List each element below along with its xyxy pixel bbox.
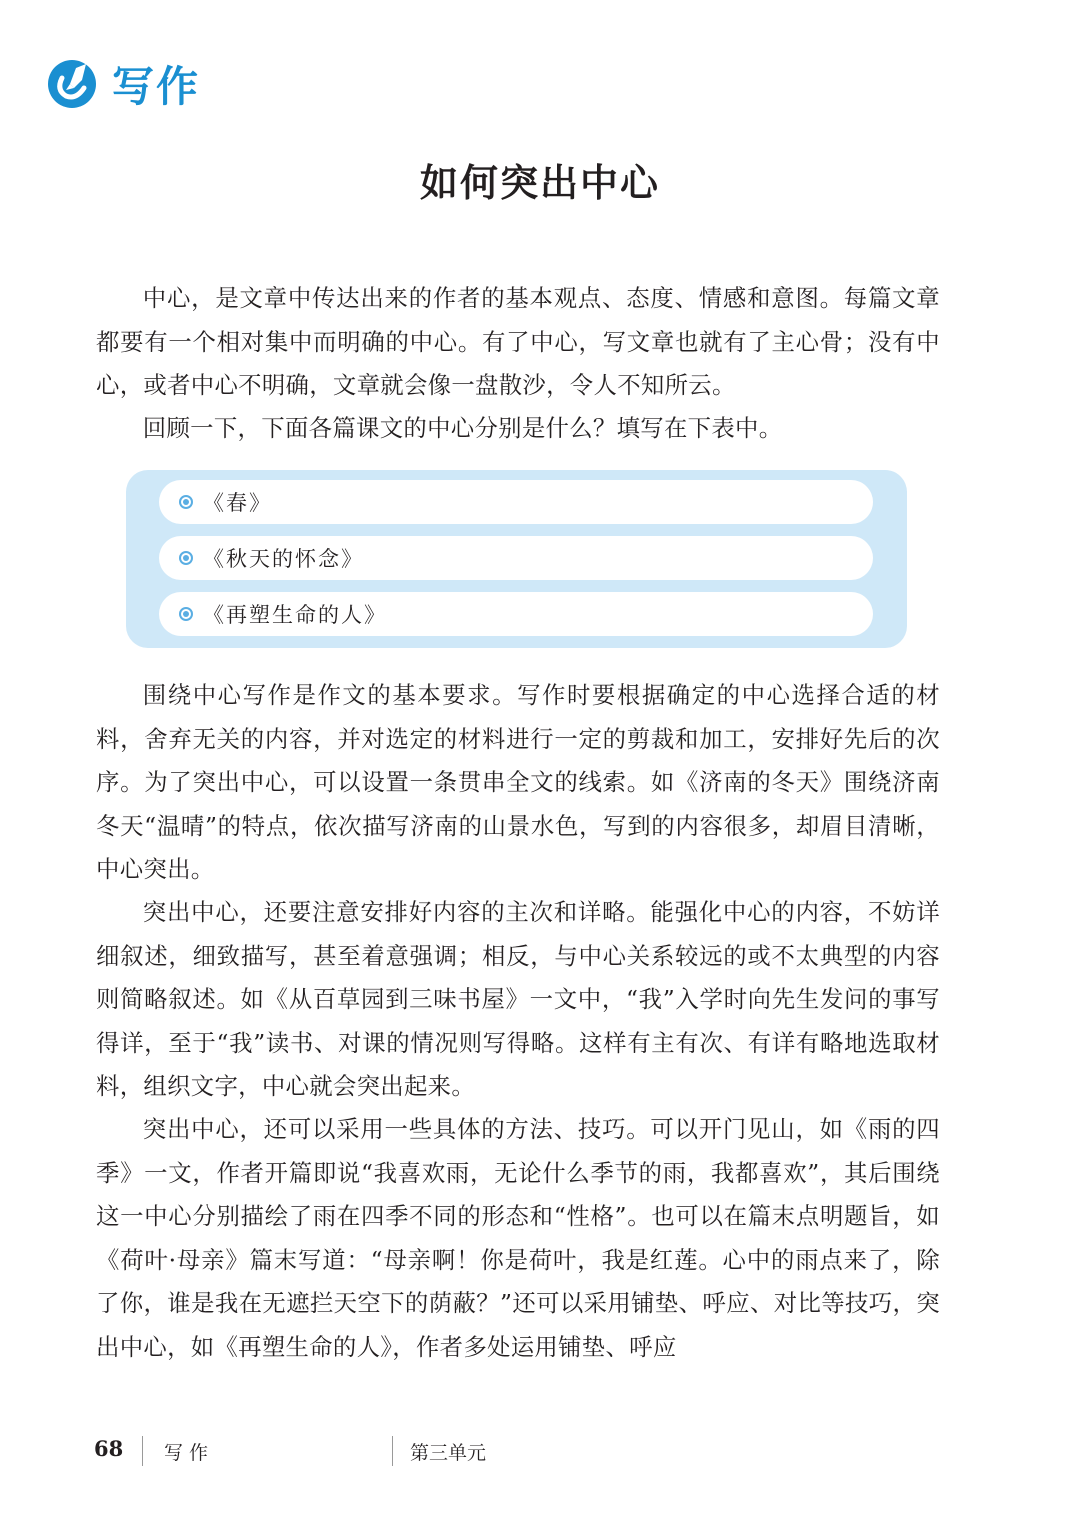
- exercise-item[interactable]: [159, 536, 873, 580]
- body-paragraph: 中心，是文章中传达出来的作者的基本观点、态度、情感和意图。每篇文章都要有一个相对集中而明确的中心。有了中心，写文章也就有了主心骨；没有中心，或者中心不明确，文章就会像一盘散沙，令人不知所云。: [96, 284, 940, 399]
- circle-bullet-icon: [179, 495, 193, 509]
- circle-bullet-icon: [179, 551, 193, 565]
- exercise-item[interactable]: [159, 480, 873, 524]
- section-header: [46, 56, 200, 112]
- exercise-item-label: 《再塑生命的人》: [203, 603, 387, 627]
- exercise-card: [126, 470, 907, 648]
- section-label: 写作: [112, 62, 201, 111]
- exercise-item[interactable]: [159, 592, 873, 636]
- page-title: 如何突出中心: [419, 160, 660, 205]
- body-paragraph: 突出中心，还要注意安排好内容的主次和详略。能强化中心的内容，不妨详细叙述，细致描写，甚至着意强调；相反，与中心关系较远的或不太典型的内容则简略叙述。如《从百草园到三味书屋》一文中，“我”入学时向先生发问的事写得详，至于“我”读书、对课的情况则写得略。这样有主有次、有详有略地选取材料，组织文字，中心就会突出起来。: [96, 898, 940, 1100]
- footer-unit: 第三单元: [410, 1442, 487, 1464]
- page-number: 68: [94, 1436, 124, 1461]
- page-footer: [0, 1432, 1080, 1468]
- exercise-item-label: 《秋天的怀念》: [203, 547, 364, 571]
- footer-divider: [142, 1436, 143, 1466]
- body-paragraph: 围绕中心写作是作文的基本要求。写作时要根据确定的中心选择合适的材料，舍弃无关的内容，并对选定的材料进行一定的剪裁和加工，安排好先后的次序。为了突出中心，可以设置一条贯串全文的线索。如《济南的冬天》围绕济南冬天“温晴”的特点，依次描写济南的山景水色，写到的内容很多，却眉目清晰，中心突出。: [96, 681, 940, 883]
- body-paragraph: 回顾一下，下面各篇课文的中心分别是什么？填写在下表中。: [142, 414, 783, 442]
- footer-section: 写作: [164, 1442, 215, 1464]
- circle-bullet-icon: [179, 607, 193, 621]
- footer-divider: [392, 1436, 393, 1466]
- pen-circle-icon: [46, 58, 98, 110]
- exercise-item-label: 《春》: [203, 491, 272, 515]
- body-paragraph: 突出中心，还可以采用一些具体的方法、技巧。可以开门见山，如《雨的四季》一文，作者开篇即说“我喜欢雨，无论什么季节的雨，我都喜欢”，其后围绕这一中心分别描绘了雨在四季不同的形态和“性格”。也可以在篇末点明题旨，如《荷叶·母亲》篇末写道：“母亲啊！你是荷叶，我是红莲。心中的雨点来了，除了你，谁是我在无遮拦天空下的荫蔽？”还可以采用铺垫、呼应、对比等技巧，突出中心，如《再塑生命的人》，作者多处运用铺垫、呼应: [96, 1115, 940, 1361]
